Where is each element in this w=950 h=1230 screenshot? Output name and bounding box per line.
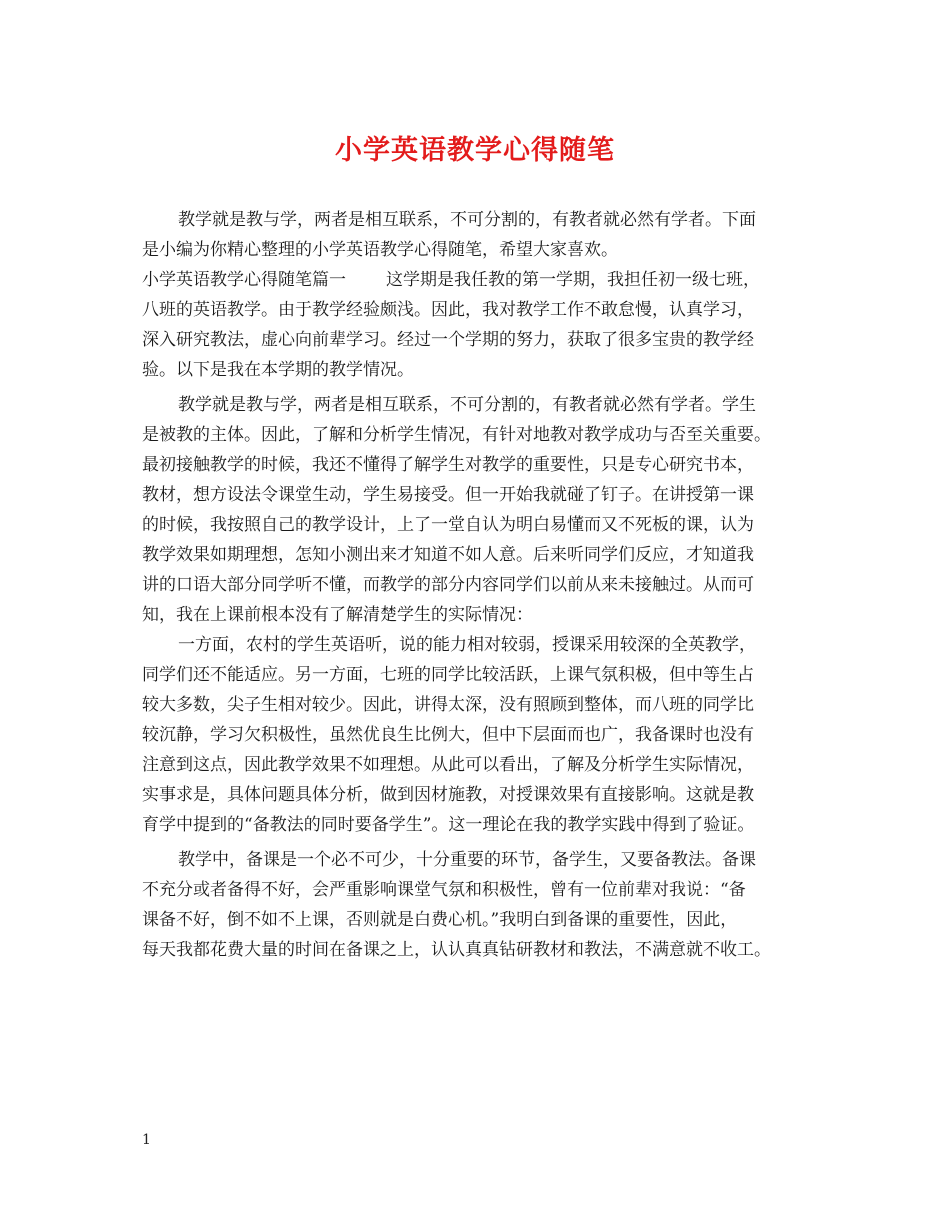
paragraph-line: 知，我在上课前根本没有了解清楚学生的实际情况： [142, 605, 533, 625]
document-title: 小学英语教学心得随笔 [335, 135, 615, 166]
paragraph-line: 是小编为你精心整理的小学英语教学心得随笔，希望大家喜欢。 [142, 240, 618, 260]
paragraph-line: 教材，想方设法令课堂生动，学生易接受。但一开始我就碰了钉子。在讲授第一课 [142, 485, 754, 505]
section-heading-line [142, 265, 822, 295]
paragraph-line: 深入研究教法，虚心向前辈学习。经过一个学期的努力，获取了很多宝贵的教学经 [142, 330, 754, 350]
paragraph-line: 教学效果如期理想，怎知小测出来才知道不如人意。后来听同学们反应，才知道我 [142, 545, 754, 565]
paragraph-line: 每天我都花费大量的时间在备课之上，认认真真钻研教材和教法，不满意就不收工。 [142, 940, 771, 960]
paragraph-line: 教学就是教与学，两者是相互联系，不可分割的，有教者就必然有学者。下面 [178, 210, 756, 230]
paragraph-line: 同学们还不能适应。另一方面，七班的同学比较活跃，上课气氛积极，但中等生占 [142, 665, 754, 685]
paragraph-line: 教学就是教与学，两者是相互联系，不可分割的，有教者就必然有学者。学生 [178, 395, 756, 415]
paragraph-line: 较沉静，学习欠积极性，虽然优良生比例大，但中下层面而也广，我备课时也没有 [142, 725, 754, 745]
paragraph-text: 这学期是我任教的第一学期，我担任初一级七班， [386, 270, 760, 290]
paragraph-line: 是被教的主体。因此，了解和分析学生情况，有针对地教对教学成功与否至关重要。 [142, 425, 771, 445]
paragraph-line: 最初接触教学的时候，我还不懂得了解学生对教学的重要性，只是专心研究书本， [142, 455, 754, 475]
paragraph-line: 教学中，备课是一个必不可少，十分重要的环节，备学生，又要备教法。备课 [178, 850, 756, 870]
section-heading: 小学英语教学心得随笔篇一 [142, 270, 346, 290]
paragraph-line: 实事求是，具体问题具体分析，做到因材施教，对授课效果有直接影响。这就是教 [142, 785, 754, 805]
paragraph-line: 一方面，农村的学生英语听，说的能力相对较弱，授课采用较深的全英教学， [178, 635, 756, 655]
paragraph-line: 八班的英语教学。由于教学经验颇浅。因此，我对教学工作不敢怠慢，认真学习， [142, 300, 754, 320]
paragraph-line: 不充分或者备得不好，会严重影响课堂气氛和积极性，曾有一位前辈对我说：“备 [142, 880, 746, 900]
paragraph-line: 讲的口语大部分同学听不懂，而教学的部分内容同学们以前从来未接触过。从而可 [142, 575, 754, 595]
paragraph-line: 较大多数，尖子生相对较少。因此，讲得太深，没有照顾到整体，而八班的同学比 [142, 695, 754, 715]
paragraph-line: 育学中提到的“备教法的同时要备学生”。这一理论在我的教学实践中得到了验证。 [142, 815, 755, 835]
paragraph-line: 验。以下是我在本学期的教学情况。 [142, 360, 414, 380]
paragraph-line: 的时候，我按照自己的教学设计，上了一堂自认为明白易懂而又不死板的课，认为 [142, 515, 754, 535]
document-body [142, 205, 822, 965]
paragraph-line: 注意到这点，因此教学效果不如理想。从此可以看出，了解及分析学生实际情况， [142, 755, 754, 775]
paragraph-line: 课备不好，倒不如不上课，否则就是白费心机。”我明白到备课的重要性，因此， [142, 910, 738, 930]
page-number: 1 [142, 1132, 151, 1148]
